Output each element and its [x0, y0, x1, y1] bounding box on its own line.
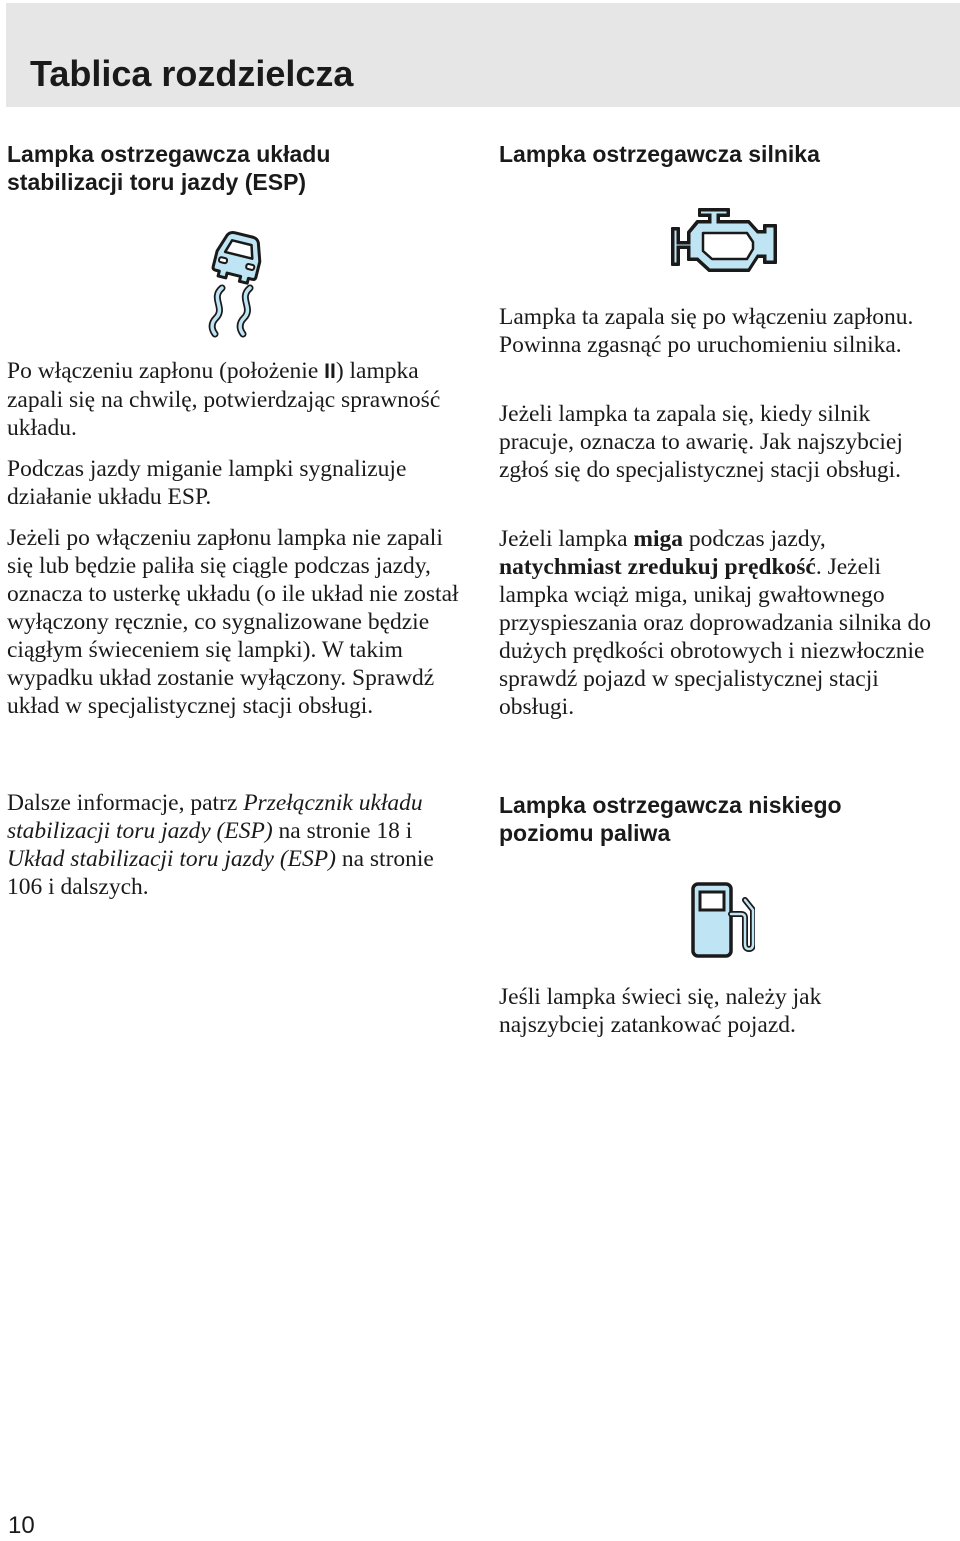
esp-heading-line2: stabilizacji toru jazdy (ESP) [7, 169, 307, 195]
engine-p3-text3: . Jeżeli lampka wciąż miga, unikaj gwałtownego przyspieszania oraz doprowadzania silnika do dużych prędkości obrotowych i niezwłocznie sprawdź pojazd w specjalistycznej stacji obsługi. [499, 554, 931, 720]
page-title: Tablica rozdzielcza [30, 53, 354, 94]
esp-p4-text3: na stronie 106 i dalszych. [7, 846, 434, 900]
engine-paragraph-3 [499, 525, 951, 721]
engine-p3-text1: Jeżeli lampka [499, 526, 634, 552]
engine-paragraph-2: Jeżeli lampka ta zapala się, kiedy silnik pracuje, oznacza to awarię. Jak najszybciej zgłoś się do specjalistycznej stacji obsługi. [499, 401, 903, 483]
esp-paragraph-1 [7, 357, 457, 442]
esp-p4-text2: na stronie 18 i [272, 818, 413, 844]
ignition-position: II [324, 360, 336, 383]
esp-p4-text1: Dalsze informacje, patrz [7, 790, 244, 816]
esp-p1-after: ) lampka zapali się na chwilę, potwierdzając sprawność układu. [7, 358, 441, 441]
skidding-car-icon [202, 228, 272, 338]
page-number: 10 [8, 1512, 35, 1539]
esp-heading-line1: Lampka ostrzegawcza układu [7, 141, 331, 167]
esp-paragraph-2: Podczas jazdy miganie lampki sygnalizuje działanie układu ESP. [7, 456, 407, 510]
fuel-heading [499, 791, 842, 847]
engine-p3-text2: podczas jazdy, [683, 526, 826, 552]
esp-system-reference: Układ stabilizacji toru jazdy (ESP) [7, 846, 336, 872]
esp-p1-before: Po włączeniu zapłonu (położenie [7, 358, 325, 384]
esp-switch-reference: Przełącznik układu stabilizacji toru jazdy (ESP) [7, 790, 423, 844]
fuel-paragraph-1: Jeśli lampka świeci się, należy jak najszybciej zatankować pojazd. [499, 984, 822, 1038]
fuel-heading-line1: Lampka ostrzegawcza niskiego [499, 792, 842, 818]
fuel-heading-line2: poziomu paliwa [499, 820, 671, 846]
engine-paragraph-1: Lampka ta zapala się po włączeniu zapłonu. Powinna zgasnąć po uruchomieniu silnika. [499, 304, 914, 358]
fuel-pump-icon [689, 880, 755, 960]
reduce-speed-emphasis: natychmiast zredukuj prędkość [499, 554, 816, 580]
esp-paragraph-3: Jeżeli po włączeniu zapłonu lampka nie zapali się lub będzie paliła się ciągle podczas jazdy, oznacza to usterkę układu (o ile układ nie został wyłączony ręcznie, co sygnalizowane będzie ciągłym świeceniem się lampki). W takim wypadku układ zostanie wyłączony. Sprawdź układ w specjalistycznej stacji obsługi. [7, 525, 459, 719]
engine-heading: Lampka ostrzegawcza silnika [499, 141, 820, 167]
esp-heading [7, 140, 330, 196]
engine-check-icon [669, 205, 781, 277]
esp-paragraph-4 [7, 789, 447, 901]
blinking-emphasis: miga [633, 526, 684, 552]
